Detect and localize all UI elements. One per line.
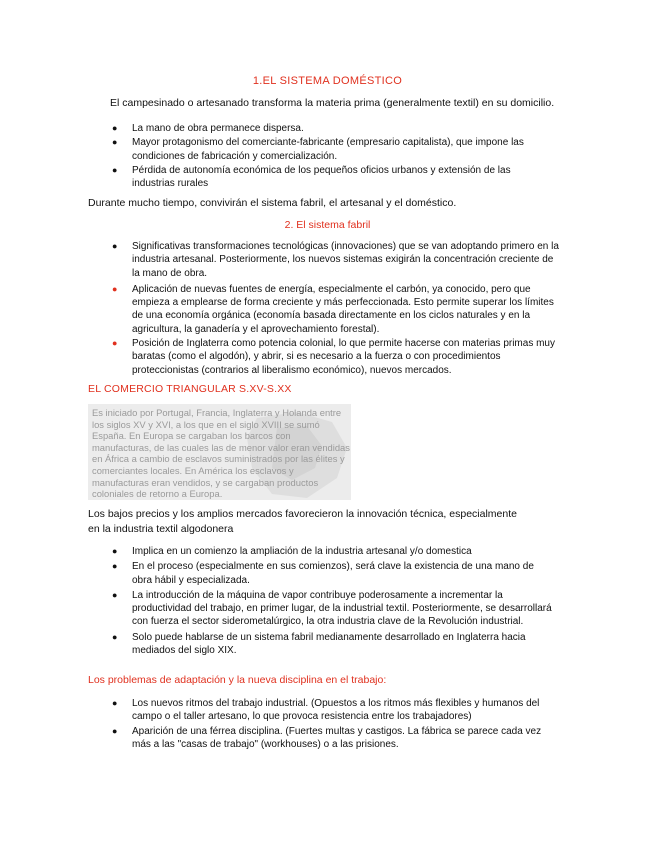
bullet-dot-icon: ● <box>112 725 118 736</box>
bullet-dot-icon: ● <box>112 241 118 251</box>
bullet-dot-icon: ● <box>112 123 118 133</box>
bullet-dot-icon: ● <box>112 631 118 642</box>
list-item: ● En el proceso (especialmente en sus comienzos), será clave la existencia de una mano de obra hábil y especializada. <box>112 561 534 586</box>
section-1-closing: Durante mucho tiempo, convivirán el sistema fabril, el artesanal y el doméstico. <box>88 197 457 209</box>
section-2-title: 2. El sistema fabril <box>284 219 371 231</box>
list-item: ● Pérdida de autonomía económica de los pequeños oficios urbanos y extensión de las industrias rurales <box>112 164 511 190</box>
section-4-title: Los problemas de adaptación y la nueva disciplina en el trabajo: <box>88 674 387 686</box>
list-item: ● Mayor protagonismo del comerciante-fabricante (empresario capitalista), que impone las condiciones de fabricación y comercialización. <box>112 137 524 162</box>
quote-image <box>88 404 351 500</box>
bullet-dot-icon: ● <box>112 698 118 708</box>
list-item: ● Aplicación de nuevas fuentes de energía, especialmente el carbón, ya conocido, pero que empieza a emplearse de forma creciente y más perfeccionada. Esto permite superar los límites de una economía orgánica (economía basada directamente en los ciclos naturales y en la agricultura, la ganadería y el aprovechamiento forestal). <box>112 283 554 335</box>
section-3-title: EL COMERCIO TRIANGULAR S.XV-S.XX <box>88 383 292 395</box>
bullet-dot-red-icon: ● <box>112 338 118 349</box>
section-1-intro: El campesinado o artesanado transforma la materia prima (generalmente textil) en su domicilio. <box>110 97 555 109</box>
section-4-bullet-list <box>110 697 555 751</box>
section-3-bullet-list <box>110 545 555 657</box>
bullet-dot-icon: ● <box>112 561 118 572</box>
bullet-dot-icon: ● <box>112 589 118 600</box>
bullet-dot-icon: ● <box>112 164 118 175</box>
list-item: ● Los nuevos ritmos del trabajo industrial. (Opuestos a los ritmos más flexibles y humanos del campo o el taller artesano, lo que provoca resistencia entre los trabajadores) <box>112 698 540 723</box>
list-item: ● La introducción de la máquina de vapor contribuye poderosamente a incrementar la productividad del trabajo, en primer lugar, de la industrial textil. Posteriormente, se desarrollará con fuerza el sector siderometalúrgico, la otra industria clave de la Revolución industrial. <box>112 589 552 628</box>
bullet-dot-red-icon: ● <box>112 283 118 294</box>
list-item: ● Implica en un comienzo la ampliación de la industria artesanal y/o domestica <box>112 546 472 557</box>
list-item: ● Posición de Inglaterra como potencia colonial, lo que permite hacerse con materias primas muy baratas (como el algodón), y abrir, si es necesario a la fuerza o con procedimientos proteccionistas (contrarios al liberalismo económico), nuevos mercados. <box>112 338 555 376</box>
list-item: ● Aparición de una férrea disciplina. (Fuertes multas y castigos. La fábrica se parece cada vez más a las "casas de trabajo" (workhouses) o a las prisiones. <box>112 725 542 750</box>
section-2-bullet-list <box>110 240 560 377</box>
list-item: ● Significativas transformaciones tecnológicas (innovaciones) que se van adoptando primero en la industria artesanal. Posteriormente, los nuevos sistemas exigirán la concentración creciente de la mano de obra. <box>112 241 559 279</box>
bullet-dot-icon: ● <box>112 546 118 556</box>
quote-text: Es iniciado por Portugal, Francia, Inglaterra y Holanda entre los siglos XV y XVI, a los que en el siglo XVIII se sumó España. En Europa se cargaban los barcos con manufacturas, de las cuales las de menor valor eran vendidas en África a cambio de esclavos suministrados por las élites y comerciantes locales. En América los esclavos y manufacturas eran vendidos, y se cargaban productos coloniales de retorno a Europa. <box>92 407 350 500</box>
bullet-dot-icon: ● <box>112 137 118 148</box>
section-3-paragraph: Los bajos precios y los amplios mercados favorecieron la innovación técnica, especialmente en la industria textil algodonera <box>88 508 517 535</box>
list-item: ● La mano de obra permanece dispersa. <box>112 123 304 134</box>
list-item: ● Solo puede hablarse de un sistema fabril medianamente desarrollado en Inglaterra hacia mediados del siglo XIX. <box>112 631 526 657</box>
section-1-bullet-list <box>110 122 550 190</box>
section-1-title: 1.EL SISTEMA DOMÉSTICO <box>252 75 403 87</box>
